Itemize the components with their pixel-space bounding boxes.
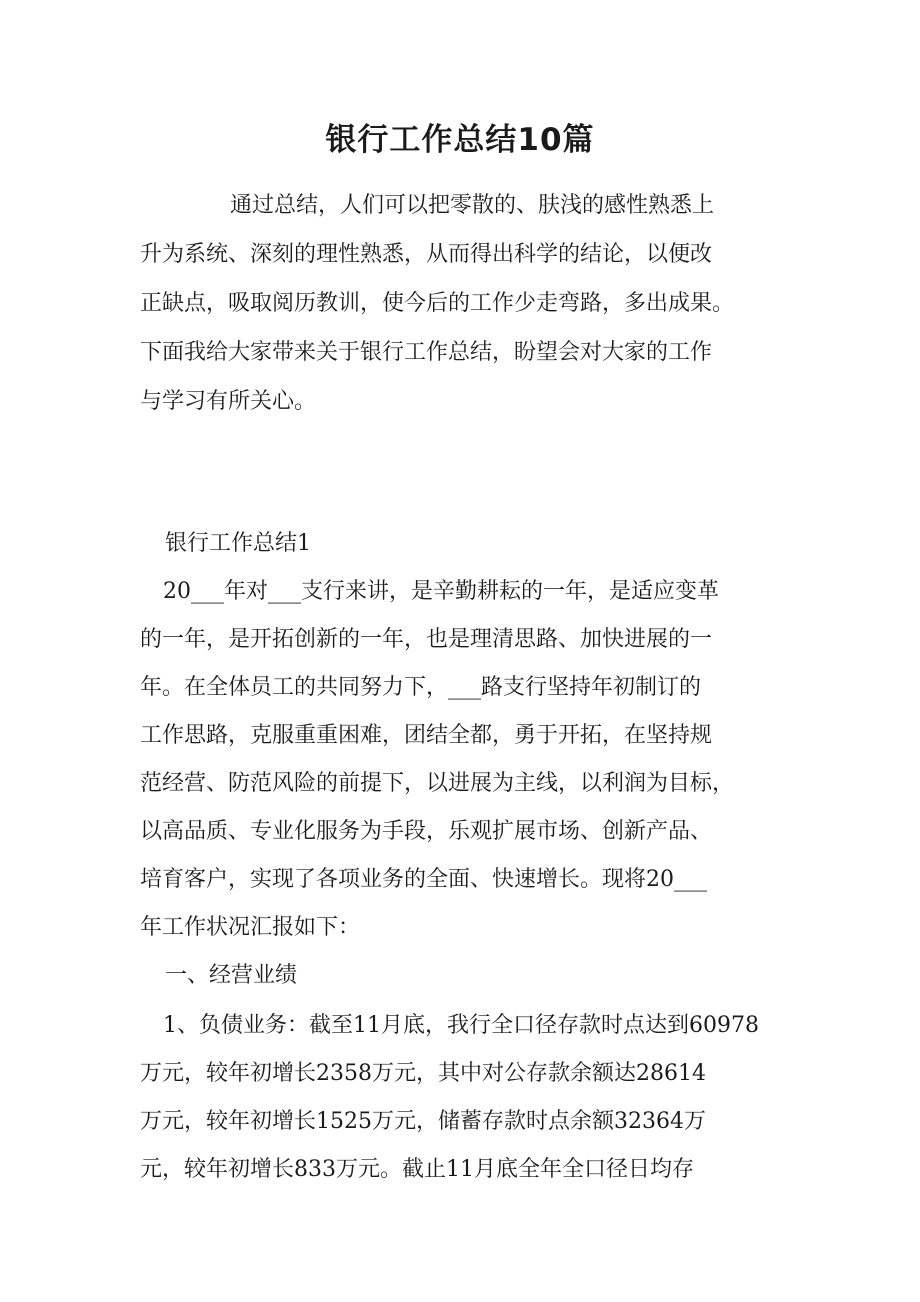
item-line: 万元，较年初增长1525万元，储蓄存款时点余额32364万 xyxy=(140,1109,706,1134)
item-line: 元，较年初增长833万元。截止11月底全年全口径日均存 xyxy=(140,1157,694,1182)
paragraph-line: 年。在全体员工的共同努力下，___路支行坚持年初制订的 xyxy=(140,675,702,700)
paragraph-line: 的一年，是开拓创新的一年，也是理清思路、加快进展的一 xyxy=(140,627,713,652)
item-line: 万元，较年初增长2358万元，其中对公存款余额达28614 xyxy=(140,1061,706,1086)
paragraph-line: 范经营、防范风险的前提下，以进展为主线，以利润为目标， xyxy=(140,771,735,796)
paragraph-line: 年工作状况汇报如下： xyxy=(140,915,361,940)
intro-line: 正缺点，吸取阅历教训，使今后的工作少走弯路，多出成果。 xyxy=(140,291,735,316)
intro-line: 升为系统、深刻的理性熟悉，从而得出科学的结论，以便改 xyxy=(140,242,713,267)
paragraph-line: 20___年对___支行来讲，是辛勤耕耘的一年，是适应变革 xyxy=(163,579,719,604)
intro-line: 通过总结，人们可以把零散的、肤浅的感性熟悉上 xyxy=(230,193,715,218)
subheading: 一、经营业绩 xyxy=(165,963,298,988)
paragraph-line: 工作思路，克服重重困难，团结全都，勇于开拓，在坚持规 xyxy=(140,723,713,748)
paragraph-line: 培育客户，实现了各项业务的全面、快速增长。现将20___ xyxy=(140,867,707,892)
document-title: 银行工作总结10篇 xyxy=(325,122,595,158)
intro-line: 下面我给大家带来关于银行工作总结，盼望会对大家的工作 xyxy=(140,340,713,365)
item-line: 1、负债业务：截至11月底，我行全口径存款时点达到60978 xyxy=(163,1013,759,1038)
section-heading: 银行工作总结1 xyxy=(165,531,311,556)
intro-line: 与学习有所关心。 xyxy=(140,389,317,414)
paragraph-line: 以高品质、专业化服务为手段，乐观扩展市场、创新产品、 xyxy=(140,819,713,844)
